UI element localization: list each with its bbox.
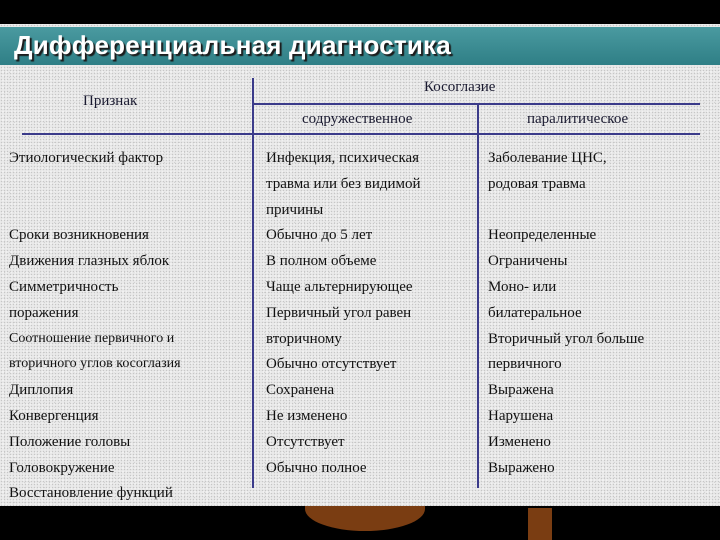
cell-paralytic: родовая травма [488,176,586,192]
cell-sign: Конвергенция [9,408,99,424]
cell-sign: Восстановление функций [9,485,173,501]
cell-concomitant: Отсутствует [266,434,345,450]
cell-concomitant: Чаще альтернирующее [266,279,413,295]
cell-sign: поражения [9,305,79,321]
table-divider-2 [477,104,479,488]
cell-sign: Диплопия [9,382,74,398]
cell-sign: Симметричность [9,279,119,295]
table-divider-1 [252,78,254,488]
cell-concomitant: Инфекция, психическая [266,150,420,166]
cell-concomitant: Обычно отсутствует [266,356,397,372]
header-bottom-line [22,133,700,135]
cell-sign: Положение головы [9,434,131,450]
cell-paralytic: Нарушена [488,408,554,424]
header-strabismus: Косоглазие [424,79,496,95]
cell-sign: Соотношение первичного и [9,331,175,346]
stand-leg [528,508,552,540]
cell-paralytic: Вторичный угол больше [488,331,645,347]
cell-paralytic: Заболевание ЦНС, [488,150,607,166]
cell-concomitant: Не изменено [266,408,348,424]
cell-concomitant: травма или без видимой [266,176,421,192]
cell-concomitant: В полном объеме [266,253,377,269]
cell-concomitant: вторичному [266,331,342,347]
cell-paralytic: Моно- или [488,279,557,295]
stand-top [305,505,425,531]
cell-concomitant: Обычно до 5 лет [266,227,373,243]
cell-paralytic: билатеральное [488,305,582,321]
cell-paralytic: Ограничены [488,253,568,269]
cell-sign: Сроки возникновения [9,227,149,243]
cell-concomitant: Обычно полное [266,460,367,476]
cell-paralytic: Неопределенные [488,227,597,243]
cell-sign: вторичного углов косоглазия [9,356,181,371]
slide-title: Дифференциальная диагностика [14,30,451,60]
header-sign: Признак [83,93,138,109]
cell-paralytic: Выражена [488,382,554,398]
cell-paralytic: Изменено [488,434,551,450]
cell-concomitant: Сохранена [266,382,335,398]
cell-sign: Головокружение [9,460,115,476]
header-concomitant: содружественное [302,111,413,127]
cell-concomitant: Первичный угол равен [266,305,412,321]
header-subdivider [253,103,700,105]
cell-paralytic: Выражено [488,460,555,476]
cell-concomitant: причины [266,202,324,218]
cell-sign: Этиологический фактор [9,150,164,166]
cell-paralytic: первичного [488,356,562,372]
cell-sign: Движения глазных яблок [9,253,170,269]
header-paralytic: паралитическое [527,111,629,127]
